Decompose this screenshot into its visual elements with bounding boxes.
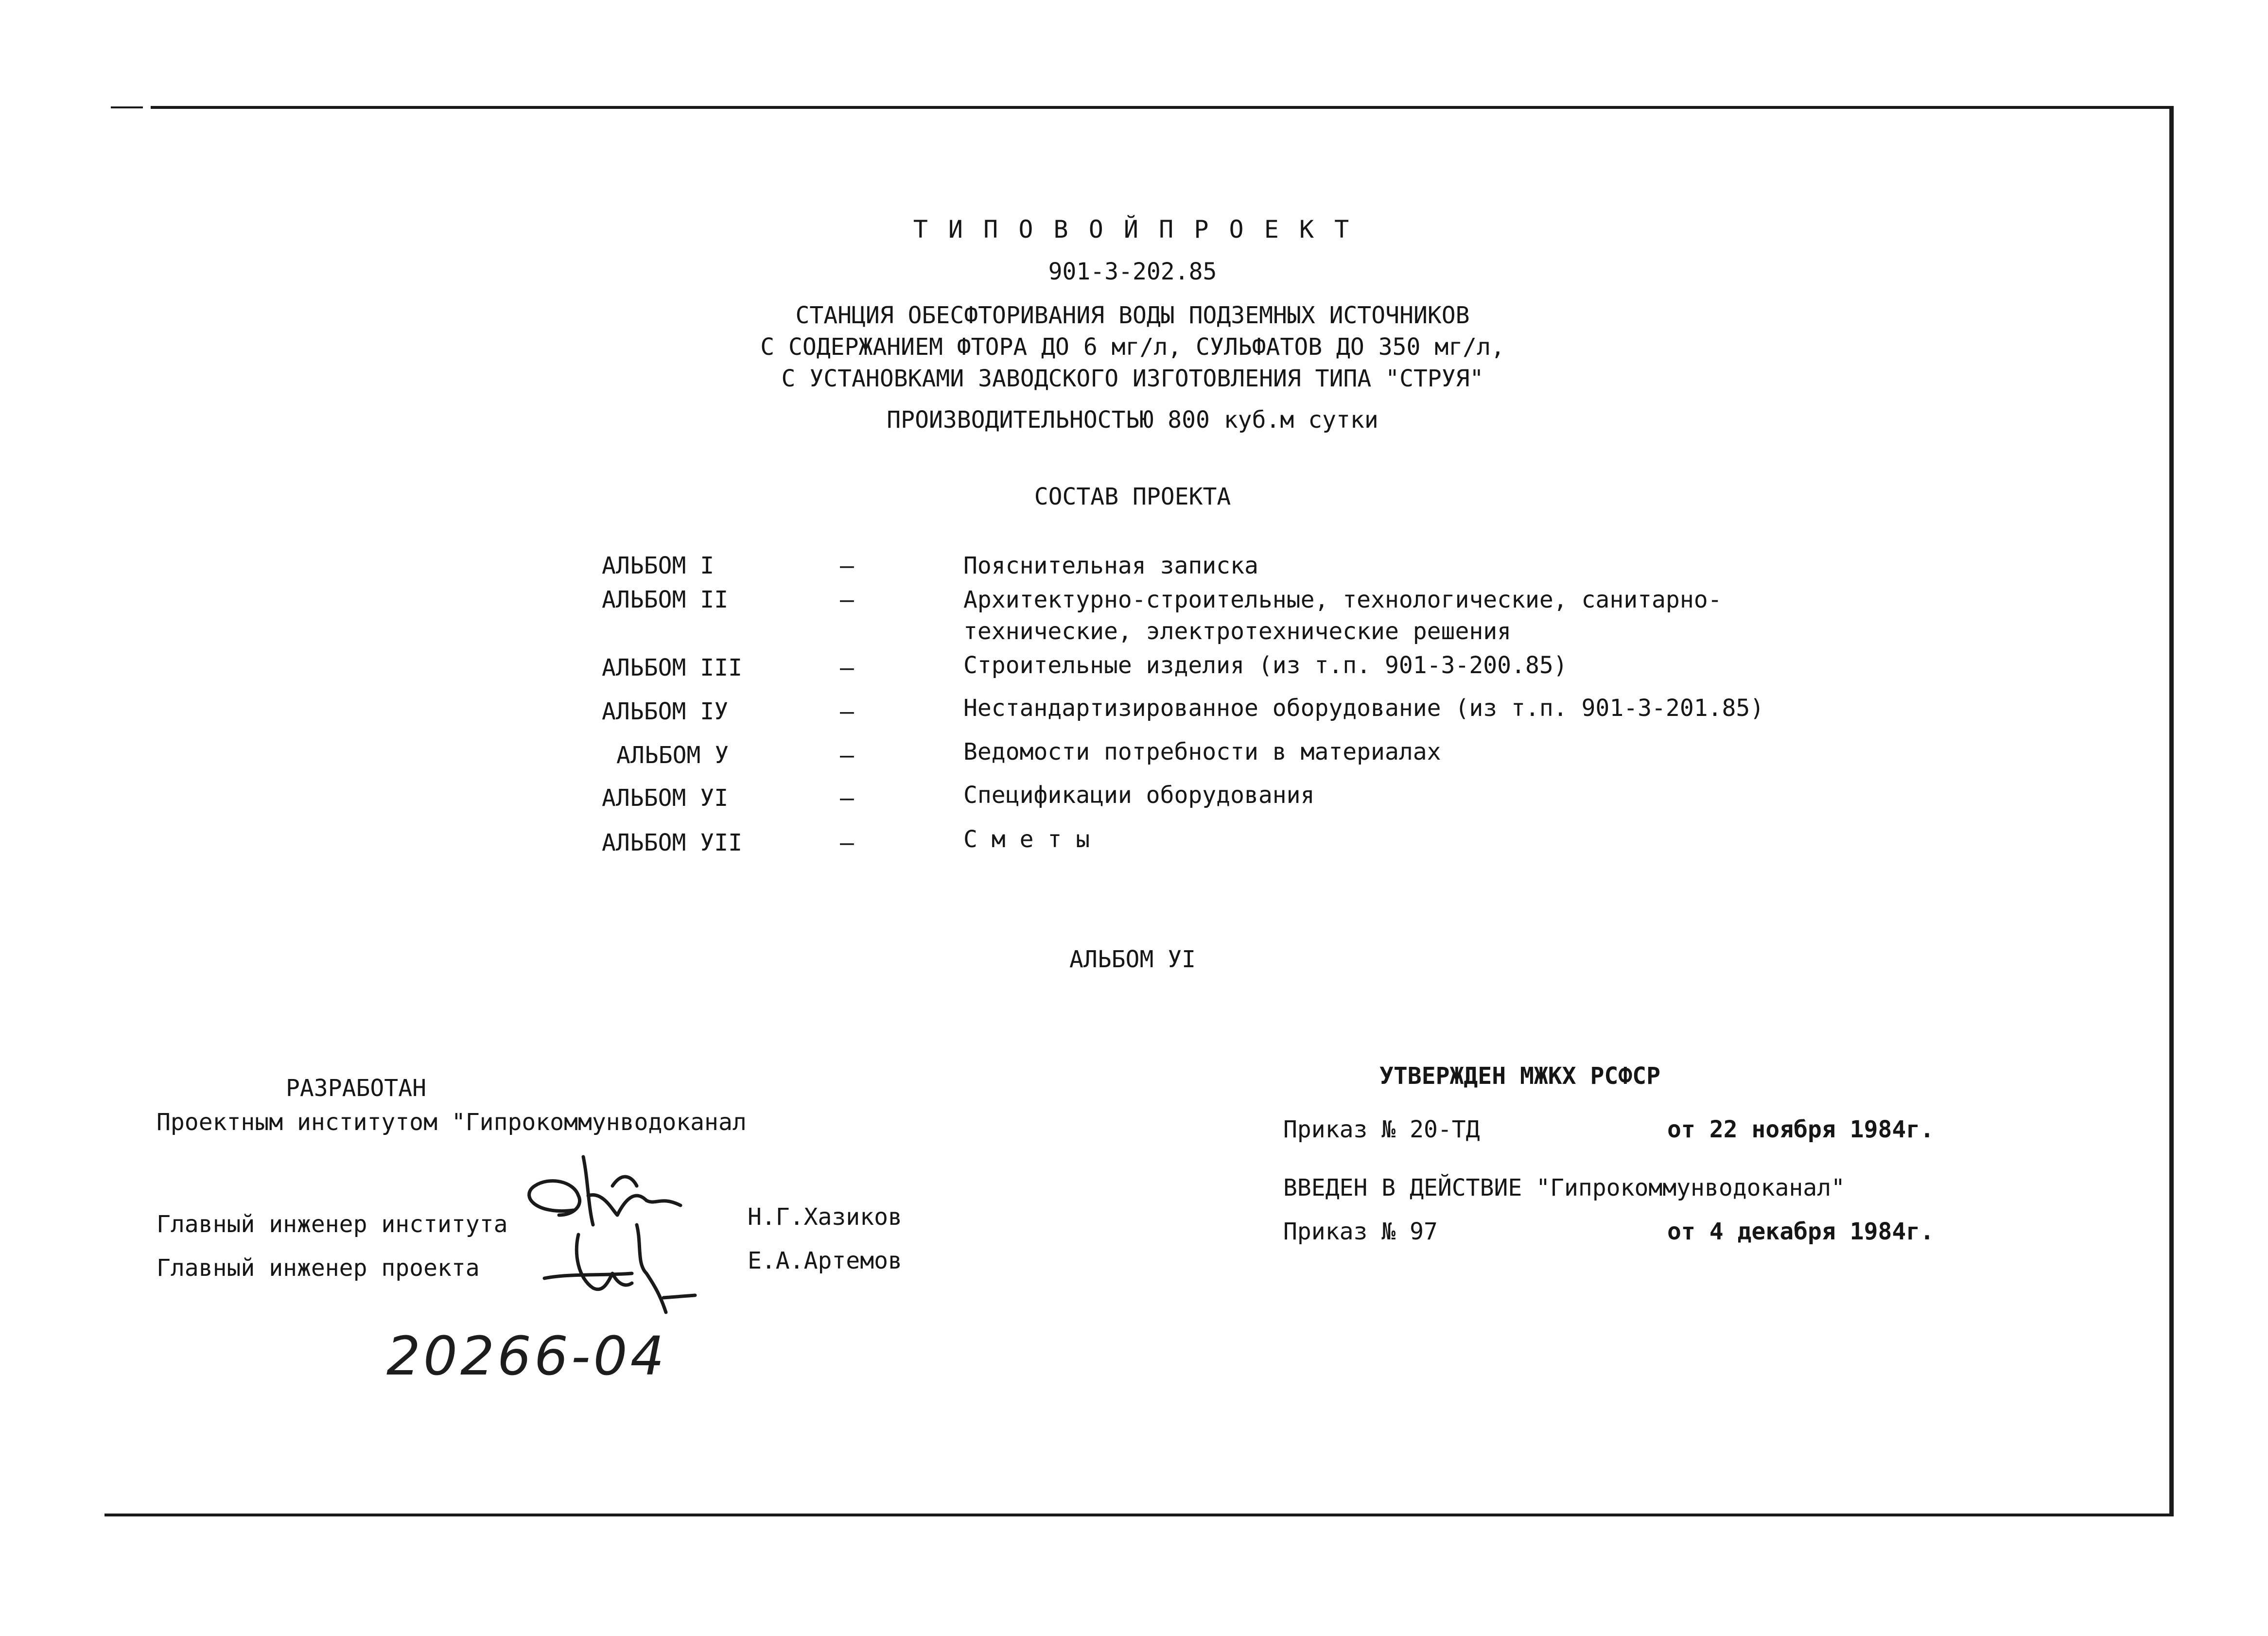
composition-heading: СОСТАВ ПРОЕКТА bbox=[1034, 483, 1231, 510]
frame-top-line bbox=[151, 106, 2174, 109]
developer-institute: Проектным институтом "Гипрокоммунводоканал bbox=[157, 1109, 747, 1136]
description-line-1: СТАНЦИЯ ОБЕСФТОРИВАНИЯ ВОДЫ ПОДЗЕМНЫХ ИСТОЧНИКОВ bbox=[795, 302, 1470, 329]
description-line-2: С СОДЕРЖАНИЕМ ФТОРА ДО 6 мг/л, СУЛЬФАТОВ ДО 350 мг/л, bbox=[760, 333, 1505, 361]
order-1-date: от 22 ноября 1984г. bbox=[1667, 1116, 1935, 1143]
developer-heading: РАЗРАБОТАН bbox=[286, 1075, 426, 1102]
album-label: АЛЬБОМ III bbox=[602, 654, 742, 681]
order-2-label: Приказ № 97 bbox=[1283, 1218, 1438, 1245]
signature-2 bbox=[540, 1215, 705, 1322]
dash: – bbox=[840, 586, 854, 613]
frame-bottom-line bbox=[105, 1514, 2174, 1516]
introduced-statement: ВВЕДЕН В ДЕЙСТВИЕ "Гипрокоммунводоканал" bbox=[1283, 1174, 1845, 1201]
project-number: 901-3-202.85 bbox=[1048, 258, 1217, 285]
dash: – bbox=[840, 829, 854, 856]
album-label: АЛЬБОМ II bbox=[602, 586, 729, 613]
dash: – bbox=[840, 784, 854, 812]
chief-engineer-project-title: Главный инженер проекта bbox=[157, 1254, 480, 1282]
album-label: АЛЬБОМ УII bbox=[602, 829, 742, 856]
dash: – bbox=[840, 654, 854, 681]
album-label: АЛЬБОМ IУ bbox=[602, 698, 729, 725]
frame-right-line bbox=[2169, 106, 2174, 1514]
order-2-date: от 4 декабря 1984г. bbox=[1667, 1218, 1935, 1245]
album-title: Спецификации оборудования bbox=[963, 782, 1315, 809]
current-album: АЛЬБОМ УI bbox=[1069, 946, 1196, 973]
order-1-label: Приказ № 20-ТД bbox=[1283, 1116, 1480, 1143]
album-title: Пояснительная записка bbox=[963, 552, 1258, 579]
description-line-3: С УСТАНОВКАМИ ЗАВОДСКОГО ИЗГОТОВЛЕНИЯ ТИПА "СТРУЯ" bbox=[781, 365, 1484, 392]
album-title: Архитектурно-строительные, технологические, санитарно- bbox=[963, 586, 1722, 613]
album-title: С м е т ы bbox=[963, 826, 1090, 853]
chief-engineer-institute-name: Н.Г.Хазиков bbox=[748, 1203, 902, 1231]
archive-number: 20266-04 bbox=[386, 1325, 667, 1387]
dash: – bbox=[840, 698, 854, 725]
album-title: Нестандартизированное оборудование (из т.п. 901-3-201.85) bbox=[963, 695, 1764, 722]
document-title: Т И П О В О Й П Р О Е К Т bbox=[913, 215, 1352, 244]
dash: – bbox=[840, 552, 854, 579]
approval-heading: УТВЕРЖДЕН МЖКХ РСФСР bbox=[1379, 1062, 1660, 1090]
album-label: АЛЬБОМ I bbox=[602, 552, 715, 579]
frame-top-stub bbox=[111, 106, 143, 108]
album-label: АЛЬБОМ У bbox=[616, 742, 729, 769]
chief-engineer-project-name: Е.А.Артемов bbox=[748, 1247, 902, 1274]
dash: – bbox=[840, 742, 854, 769]
chief-engineer-institute-title: Главный инженер института bbox=[157, 1211, 508, 1238]
album-title: Строительные изделия (из т.п. 901-3-200.85) bbox=[963, 652, 1568, 679]
album-title: Ведомости потребности в материалах bbox=[963, 738, 1441, 766]
description-line-4: ПРОИЗВОДИТЕЛЬНОСТЬЮ 800 куб.м сутки bbox=[887, 406, 1378, 434]
album-label: АЛЬБОМ УI bbox=[602, 784, 729, 812]
album-title-continued: технические, электротехнические решения bbox=[963, 618, 1512, 645]
